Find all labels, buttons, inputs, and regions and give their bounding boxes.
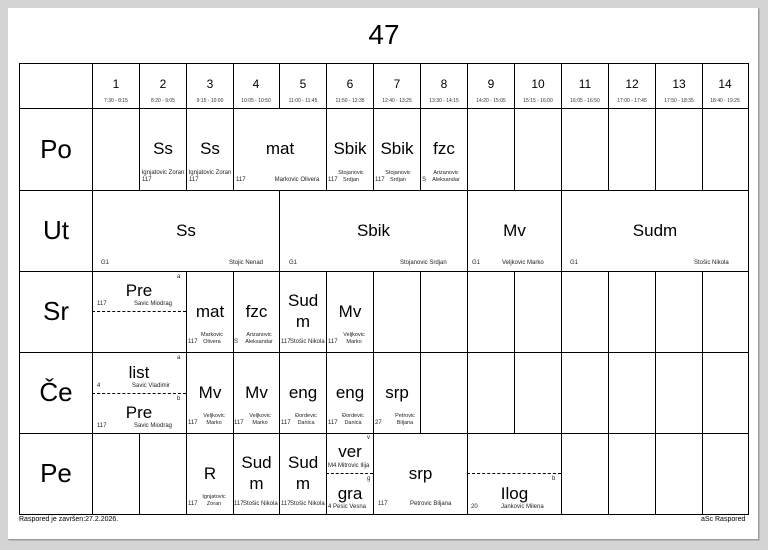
lesson-subject: Ss [153,139,173,158]
lesson-subject: eng [335,383,365,402]
lesson-group: a [177,274,181,280]
lesson-room: S [234,339,239,345]
lesson-subject: fzc [245,302,268,321]
day-label: Po [40,134,72,164]
lesson-room: 117 [378,501,388,507]
lesson-teacher: Petrovic Biljana [395,413,415,426]
lesson-room: 117 [188,420,198,426]
lesson-subject: mat [265,139,295,158]
grid-line [20,190,748,191]
lesson-teacher: Stošic Nikola [243,501,278,507]
lesson-teacher: Stojanovic Srdjan [385,170,411,183]
period-time: 9:15 - 10:00 [196,98,224,104]
period-number: 14 [718,77,732,91]
lesson-teacher: Stojic Nenad [229,260,264,266]
lesson-room: 20 [471,504,478,510]
lesson-subject: srp [408,464,433,483]
period-number: 6 [346,77,354,91]
lesson-subject: Mv [503,221,526,240]
lesson-subject: fzc [433,139,455,158]
period-number: 13 [672,77,686,91]
lesson-teacher: Markovic Olivera [200,332,223,345]
period-number: 7 [393,77,401,91]
period-time: 17:50 - 18:35 [664,98,694,104]
period-time: 18:40 - 19:25 [710,98,740,104]
period-time: 12:40 - 13:25 [382,98,412,104]
period-time: 17:00 - 17:45 [617,98,647,104]
lesson-room: 4 [97,383,101,389]
lesson-room: 117 [375,177,385,183]
lesson-room: 117 [328,177,338,183]
lesson-subject: Ilog [500,484,529,503]
lesson-room: S [422,177,427,183]
lesson-subject: Sud m [241,453,272,493]
lesson-teacher: Pesic Vesna [333,504,367,510]
lesson-teacher: Markovic Olivera [274,177,320,183]
lesson-subject: list [128,363,150,382]
lesson-subject: Sbik [380,139,414,158]
period-time: 11:00 - 11:45 [288,98,318,104]
lesson-teacher: Stojanovic Srdjan [338,170,364,183]
lesson-room: G1 [472,260,481,266]
lesson-teacher: Ignjatovic Zoran [202,494,226,507]
period-time: 8:20 - 9:05 [151,98,175,104]
lesson-room: G1 [289,260,298,266]
lesson-room: 117 [236,177,246,183]
lesson-teacher: Ignjatovic Zoran [188,170,232,176]
period-number: 9 [487,77,495,91]
day-label: Če [39,377,73,407]
period-number: 2 [159,77,167,91]
lesson-teacher: Arizanovic Aleksandar [432,170,460,183]
lesson-room: 117 [188,501,198,507]
lesson-teacher: Petrovic Biljana [410,501,452,507]
lesson-teacher: Stošic Nikola [694,260,729,266]
lesson-subject: Sbik [356,221,391,240]
period-time: 15:15 - 16:00 [523,98,553,104]
lesson-subject: Sud m [288,453,319,493]
lesson-subject: Pre [125,403,153,422]
lesson-group: v [367,435,370,441]
period-number: 5 [299,77,307,91]
lesson-room: M4 [328,463,337,469]
period-number: 4 [252,77,260,91]
lesson-teacher: Savic Miodrag [134,301,173,307]
lesson-room: G1 [101,260,110,266]
lesson-subject: gra [337,484,363,503]
lesson-subject: Mv [338,302,362,321]
grid-line [20,271,748,272]
lesson-room: 117 [188,339,198,345]
period-number: 1 [112,77,120,91]
lesson-subject: ver [338,442,362,461]
footer-app-name: aSc Raspored [701,516,746,523]
class-title: 47 [368,19,400,50]
day-label: Sr [43,296,69,326]
lesson-subject: Pre [125,281,153,300]
lesson-subject: Ss [200,139,220,158]
lesson-room: 117 [281,501,291,507]
lesson-subject: eng [288,383,318,402]
lesson-room: G1 [570,260,579,266]
grid-line [92,64,93,514]
lesson-group: b [177,396,181,402]
lesson-room: 27 [375,420,382,426]
timetable-grid [19,63,749,515]
lesson-teacher: Đordevic Danica [342,413,364,426]
lesson-group: b [552,476,556,482]
lesson-room: 117 [97,301,107,307]
lesson-teacher: Veljkovic Marko [502,260,544,266]
period-number: 8 [440,77,448,91]
lesson-teacher: Veljkovic Marko [203,413,225,426]
lesson-subject: srp [385,383,409,402]
grid-line [20,433,748,434]
lesson-room: 117 [142,177,152,183]
lesson-room: 117 [328,339,338,345]
lesson-room: 117 [189,177,199,183]
grid-line [20,352,748,353]
lesson-subject: Sud m [288,291,319,331]
period-number: 12 [625,77,639,91]
footer-completed-date: Raspored je završen:27.2.2026. [19,516,119,523]
lesson-teacher: Veljkovic Marko [249,413,271,426]
lesson-room: 117 [234,501,244,507]
lesson-subject: R [203,464,217,483]
lesson-teacher: Stojanovic Srdjan [400,260,447,266]
lesson-teacher: Ignjatovic Zoran [141,170,185,176]
lesson-group: a [177,355,181,361]
lesson-subject: mat [195,302,225,321]
lesson-teacher: Stošic Nikola [290,339,325,345]
period-time: 11:50 - 12:35 [335,98,365,104]
period-time: 16:05 - 16:50 [570,98,600,104]
lesson-room: 117 [328,420,338,426]
period-number: 3 [206,77,214,91]
lesson-room: 117 [97,423,107,429]
lesson-subject: Mv [245,383,268,402]
lesson-teacher: Đordevic Danica [295,413,317,426]
lesson-subject: Ss [176,221,196,240]
period-time: 10:05 - 10:50 [241,98,271,104]
lesson-room: 4 [328,504,332,510]
period-time: 7:30 - 8:15 [104,98,128,104]
day-label: Ut [43,215,69,245]
lesson-room: 117 [281,339,291,345]
lesson-teacher: Savic Miodrag [134,423,173,429]
lesson-room: 117 [281,420,291,426]
lesson-teacher: Savic Vladimir [132,383,171,389]
grid-line [20,108,748,109]
lesson-teacher: Jankovic Milena [501,504,544,510]
lesson-subject: Mv [198,383,222,402]
lesson-group: g [367,476,371,482]
lesson-subject: Sudm [632,221,678,240]
lesson-teacher: Veljkovic Marko [343,332,365,345]
lesson-teacher: Stošic Nikola [290,501,325,507]
lesson-room: 117 [234,420,244,426]
lesson-teacher: Arizanovic Aleksandar [245,332,273,345]
period-time: 14:20 - 15:05 [476,98,506,104]
period-number: 11 [578,77,592,91]
lesson-subject: Sbik [333,139,367,158]
period-number: 10 [531,77,545,91]
period-time: 13:30 - 14:15 [429,98,459,104]
lesson-teacher: Mitrovic Ilija [338,463,370,469]
day-label: Pe [40,458,72,488]
